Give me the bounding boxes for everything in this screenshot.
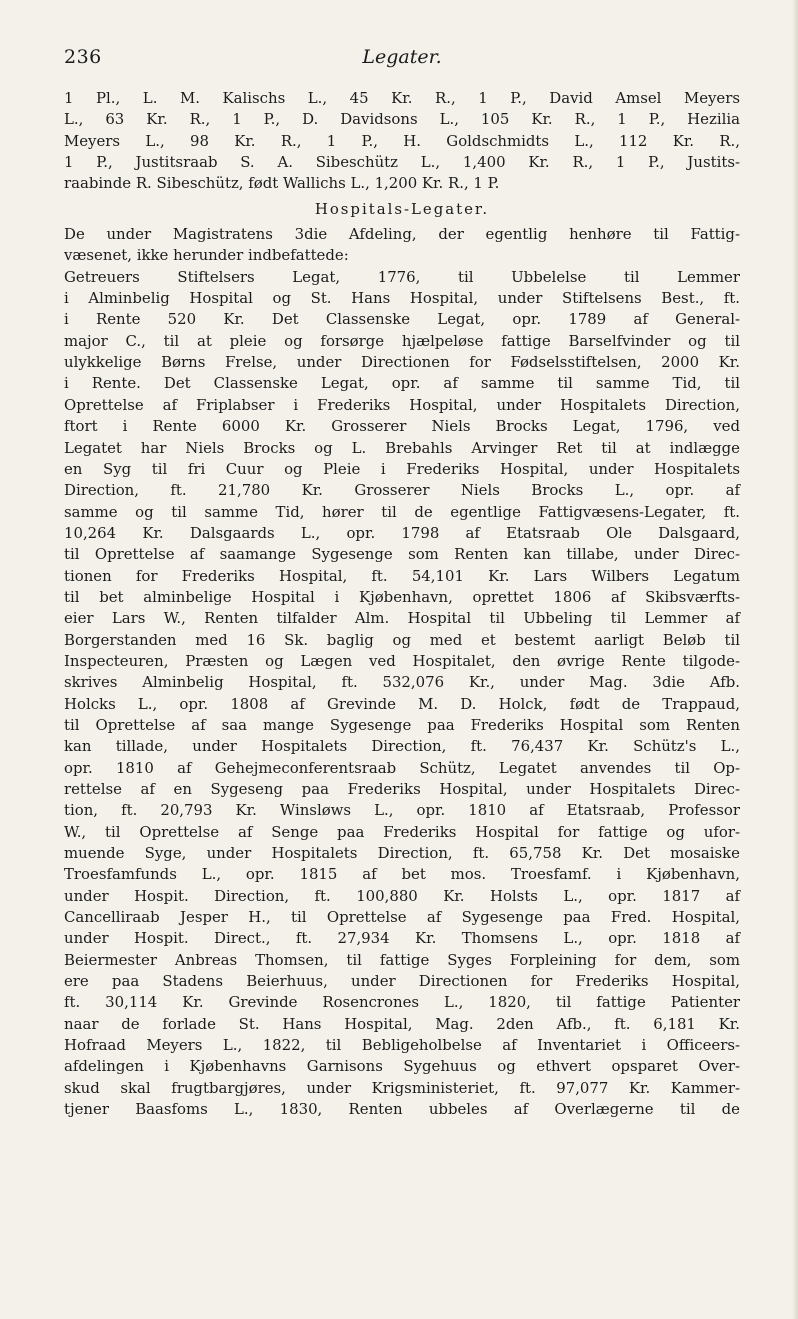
text-line: Hofraad Meyers L., 1822, til Bebligeholbelse af Inventariet i Officeers- — [64, 1036, 740, 1055]
text-line: 10,264 Kr. Dalsgaards L., opr. 1798 af Etatsraab Ole Dalsgaard, — [64, 523, 740, 542]
text-line: Legatet har Niels Brocks og L. Brebahls Arvinger Ret til at indlægge — [64, 438, 740, 457]
text-line: L., 63 Kr. R., 1 P., D. Davidsons L., 105 Kr. R., 1 P., Hezilia — [64, 110, 740, 129]
text-line: til Oprettelse af saa mange Sygesenge paa Frederiks Hospital som Renten — [64, 715, 740, 734]
page-number: 236 — [64, 46, 102, 68]
text-line: naar de forlade St. Hans Hospital, Mag. 2den Afb., ft. 6,181 Kr. — [64, 1014, 740, 1033]
page-header — [64, 38, 740, 68]
text-line: Meyers L., 98 Kr. R., 1 P., H. Goldschmidts L., 112 Kr. R., — [64, 131, 740, 150]
text-line: kan tillade, under Hospitalets Direction, ft. 76,437 Kr. Schütz's L., — [64, 737, 740, 756]
text-line: tionen for Frederiks Hospital, ft. 54,101 Kr. Lars Wilbers Legatum — [64, 566, 740, 585]
text-line: i Rente. Det Classenske Legat, opr. af samme til samme Tid, til — [64, 374, 740, 393]
text-line: 1 Pl., L. M. Kalischs L., 45 Kr. R., 1 P., David Amsel Meyers — [64, 89, 740, 107]
text-line: tion, ft. 20,793 Kr. Winsløws L., opr. 1810 af Etatsraab, Professor — [64, 801, 740, 820]
text-line: 1 P., Justitsraab S. A. Sibeschütz L., 1,400 Kr. R., 1 P., Justits- — [64, 153, 740, 172]
text-line: Troesfamfunds L., opr. 1815 af bet mos. Troesfamf. i Kjøbenhavn, — [64, 865, 740, 884]
running-head: Legater. — [362, 46, 442, 68]
text-line: Borgerstanden med 16 Sk. baglig og med et bestemt aarligt Beløb til — [64, 630, 740, 649]
text-line: Holcks L., opr. 1808 af Grevinde M. D. Holck, født de Trappaud, — [64, 694, 740, 713]
text-line: under Hospit. Direction, ft. 100,880 Kr. Holsts L., opr. 1817 af — [64, 886, 740, 905]
text-line: væsenet, ikke herunder indbefattede: — [64, 246, 349, 265]
text-line: ft. 30,114 Kr. Grevinde Rosencrones L., 1820, til fattige Patienter — [64, 993, 740, 1012]
text-block — [64, 88, 740, 1121]
section-title: Hospitals-Legater. — [314, 199, 490, 218]
page-edge-shadow — [792, 0, 798, 1319]
text-line: Cancelliraab Jesper H., til Oprettelse af Sygesenge paa Fred. Hospital, — [64, 908, 740, 927]
text-line: i Alminbelig Hospital og St. Hans Hospital, under Stiftelsens Best., ft. — [64, 289, 740, 308]
text-line: Oprettelse af Friplabser i Frederiks Hospital, under Hospitalets Direction, — [64, 395, 740, 414]
text-line: Getreuers Stiftelsers Legat, 1776, til Ubbelelse til Lemmer — [64, 267, 740, 286]
text-line: eier Lars W., Renten tilfalder Alm. Hospital til Ubbeling til Lemmer af — [64, 609, 740, 628]
text-line: under Hospit. Direct., ft. 27,934 Kr. Thomsens L., opr. 1818 af — [64, 929, 740, 948]
text-line: skrives Alminbelig Hospital, ft. 532,076 Kr., under Mag. 3die Afb. — [64, 673, 740, 692]
text-line: til Oprettelse af saamange Sygesenge som Renten kan tillabe, under Direc- — [64, 545, 740, 564]
text-line: De under Magistratens 3die Afdeling, der egentlig henhøre til Fattig- — [64, 225, 740, 244]
text-line: afdelingen i Kjøbenhavns Garnisons Sygehuus og ethvert opsparet Over- — [64, 1057, 740, 1076]
text-line: muende Syge, under Hospitalets Direction, ft. 65,758 Kr. Det mosaiske — [64, 844, 740, 863]
text-line: major C., til at pleie og forsørge hjælpeløse fattige Barselfvinder og til — [64, 331, 740, 350]
text-line: Direction, ft. 21,780 Kr. Grosserer Niels Brocks L., opr. af — [64, 481, 740, 500]
text-line: ere paa Stadens Beierhuus, under Directionen for Frederiks Hospital, — [64, 972, 740, 991]
text-line: rettelse af en Sygeseng paa Frederiks Hospital, under Hospitalets Direc- — [64, 780, 740, 798]
text-line: ulykkelige Børns Frelse, under Directionen for Fødselsstiftelsen, 2000 Kr. — [64, 353, 740, 372]
text-line: samme og til samme Tid, hører til de egentlige Fattigvæsens-Legater, ft. — [64, 502, 740, 521]
text-line: Beiermester Anbreas Thomsen, til fattige Syges Forpleining for dem, som — [64, 950, 740, 969]
text-line: opr. 1810 af Gehejmeconferentsraab Schütz, Legatet anvendes til Op- — [64, 758, 740, 777]
text-line: ftort i Rente 6000 Kr. Grosserer Niels Brocks Legat, 1796, ved — [64, 417, 740, 436]
text-line: raabinde R. Sibeschütz, født Wallichs L., 1,200 Kr. R., 1 P. — [64, 174, 500, 193]
text-line: tjener Baasfoms L., 1830, Renten ubbeles af Overlægerne til de — [64, 1100, 740, 1119]
text-line: skud skal frugtbargjøres, under Krigsministeriet, ft. 97,077 Kr. Kammer- — [64, 1078, 740, 1097]
text-line: Inspecteuren, Præsten og Lægen ved Hospitalet, den øvrige Rente tilgode- — [64, 651, 740, 670]
text-line: til bet alminbelige Hospital i Kjøbenhavn, oprettet 1806 af Skibsværfts- — [64, 587, 740, 606]
text-line: en Syg til fri Cuur og Pleie i Frederiks Hospital, under Hospitalets — [64, 459, 740, 478]
text-line: W., til Oprettelse af Senge paa Frederiks Hospital for fattige og ufor- — [64, 822, 740, 841]
text-line: i Rente 520 Kr. Det Classenske Legat, opr. 1789 af General- — [64, 310, 740, 329]
